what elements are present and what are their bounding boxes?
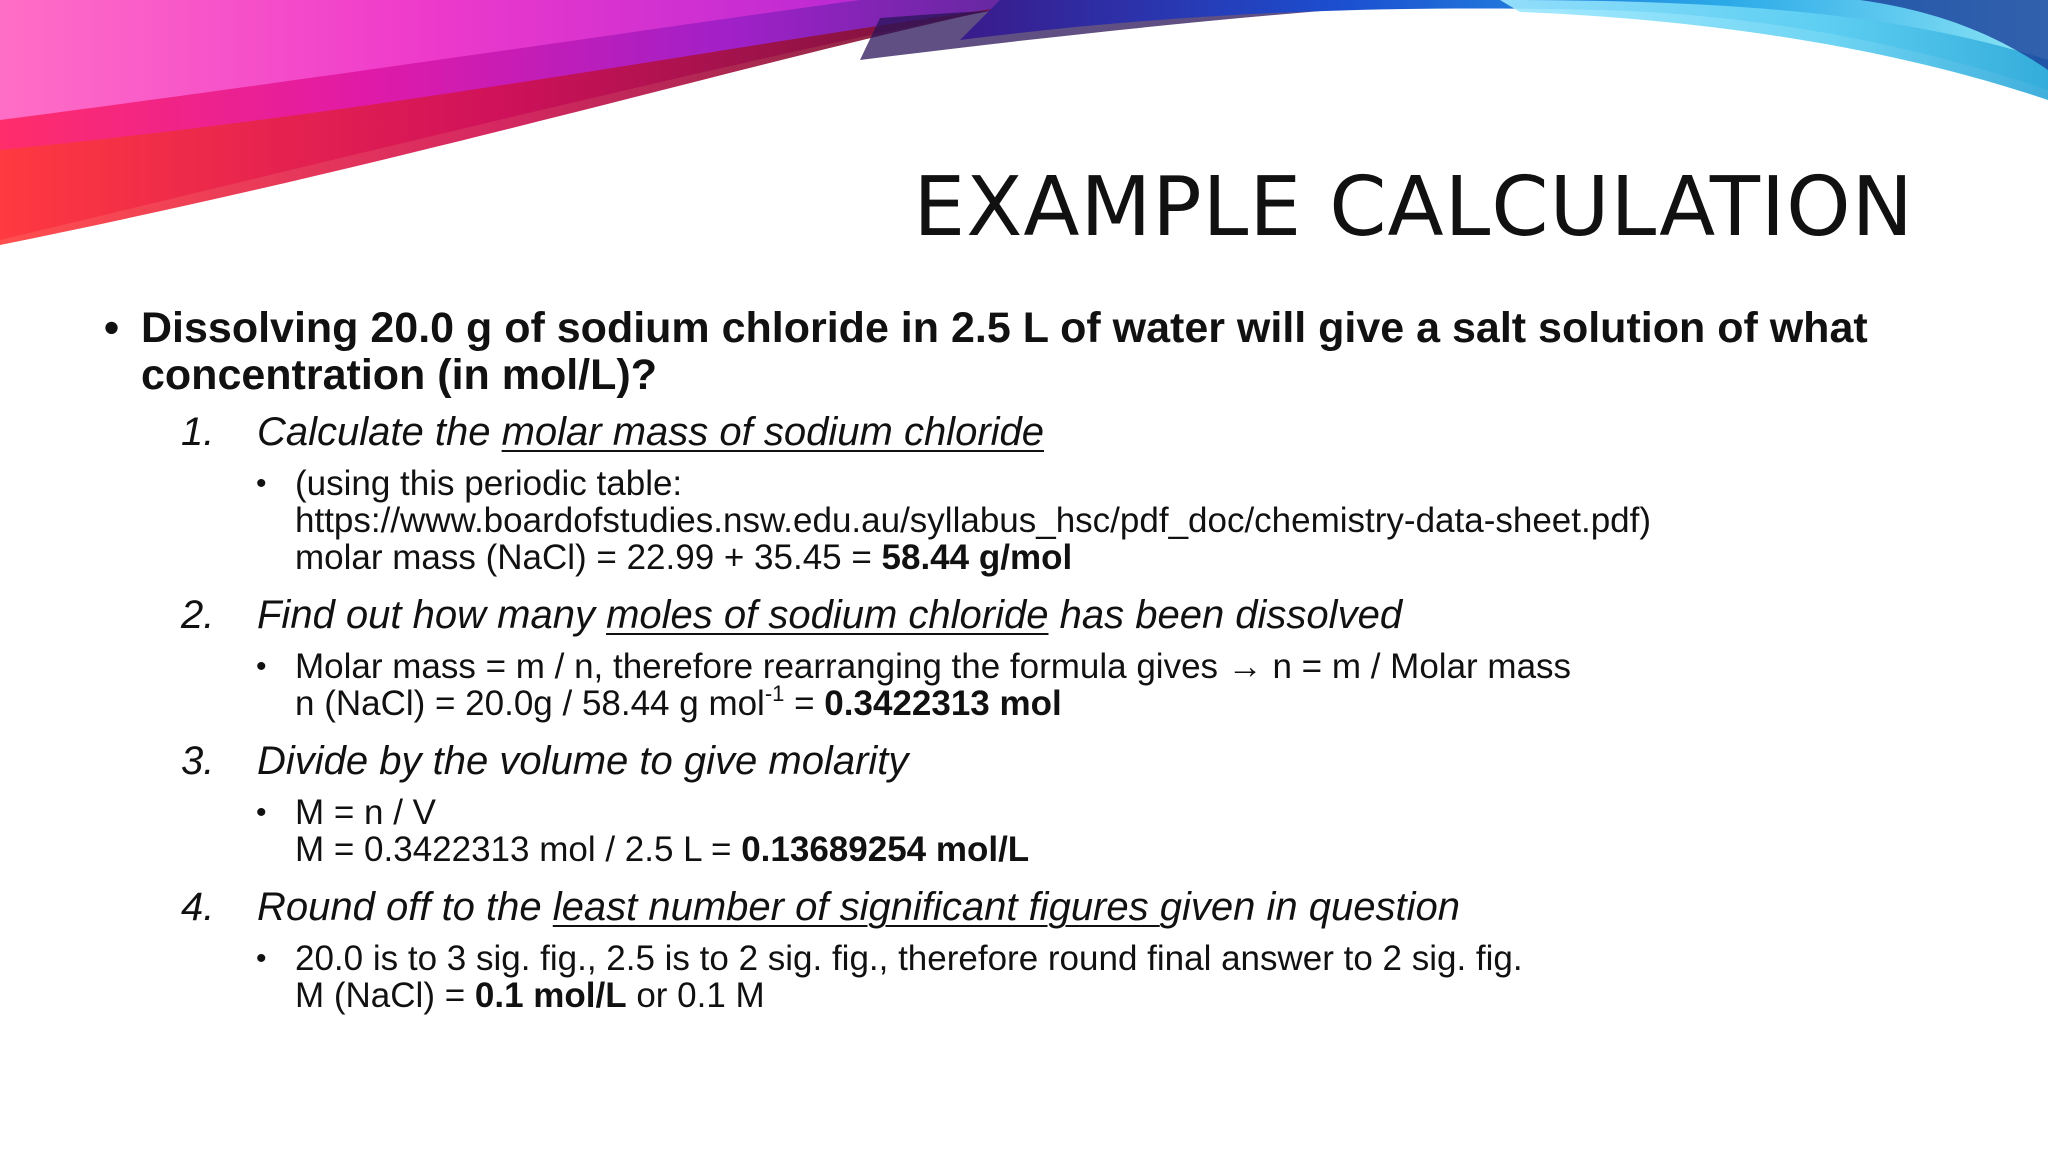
step-text: Round off to the xyxy=(257,885,553,929)
step-text-underlined: least number of significant figures xyxy=(552,885,1160,929)
step-text: Divide by the volume to give molarity xyxy=(257,739,909,783)
detail-line xyxy=(295,648,1984,685)
step-detail xyxy=(104,648,1984,722)
step-detail xyxy=(104,940,1984,1014)
detail-result: 0.3422313 mol xyxy=(824,684,1062,723)
step-heading xyxy=(104,588,1984,642)
step-text-underlined: moles of sodium chloride xyxy=(606,593,1049,637)
detail-result: 0.1 mol/L xyxy=(474,976,627,1015)
detail-text: or 0.1 M xyxy=(626,976,765,1015)
step-detail xyxy=(104,465,1984,576)
detail-text: n (NaCl) = 20.0g / 58.44 g mol xyxy=(295,684,765,723)
step-text: Find out how many xyxy=(257,593,607,637)
step-number: 2. xyxy=(181,593,215,637)
bullet-dot: • xyxy=(256,650,267,683)
step-heading xyxy=(104,405,1984,459)
detail-result: 0.13689254 mol/L xyxy=(741,830,1030,869)
detail-text: M (NaCl) = xyxy=(295,976,475,1015)
bullet-dot: • xyxy=(256,796,267,829)
step-detail xyxy=(104,794,1984,868)
step-text-underlined: molar mass of sodium chloride xyxy=(501,410,1045,454)
step-text-after: has been dissolved xyxy=(1048,593,1403,637)
bullet-dot: • xyxy=(256,467,267,500)
detail-line xyxy=(295,940,1984,977)
step-text: Calculate the xyxy=(257,410,502,454)
question-text: Dissolving 20.0 g of sodium chloride in 2.5 L of water will give a salt solution of what concentration (in mol/L)? xyxy=(141,304,1868,399)
detail-line xyxy=(295,681,1984,723)
detail-text: https://www.boardofstudies.nsw.edu.au/syllabus_hsc/pdf_doc/chemistry-data-sheet.pdf) xyxy=(295,501,1652,540)
step-number: 4. xyxy=(181,885,215,929)
detail-line xyxy=(295,831,1984,868)
step-number: 3. xyxy=(181,739,215,783)
bullet-dot: • xyxy=(104,304,120,352)
detail-result: 58.44 g/mol xyxy=(881,538,1073,577)
slide-content xyxy=(104,305,1984,1026)
step-item xyxy=(104,405,1984,576)
detail-text: M = 0.3422313 mol / 2.5 L = xyxy=(295,830,742,869)
step-heading xyxy=(104,734,1984,788)
detail-line xyxy=(295,794,1984,831)
step-item xyxy=(104,734,1984,868)
detail-line xyxy=(295,465,1984,502)
step-item xyxy=(104,880,1984,1014)
decorative-swoosh-banner xyxy=(0,0,2048,300)
step-number: 1. xyxy=(181,410,215,454)
detail-text: = xyxy=(784,684,825,723)
step-text-after: given in question xyxy=(1159,885,1460,929)
question-bullet xyxy=(104,305,1984,399)
detail-text: M = n / V xyxy=(295,793,437,832)
detail-line xyxy=(295,977,1984,1014)
detail-line xyxy=(295,539,1984,576)
steps-list xyxy=(104,405,1984,1014)
detail-text: (using this periodic table: xyxy=(295,464,683,503)
detail-text: Molar mass = m / n, therefore rearranging the formula gives → n = m / Molar mass xyxy=(295,647,1572,686)
step-item xyxy=(104,588,1984,722)
bullet-dot: • xyxy=(256,942,267,975)
periodic-table-url xyxy=(295,502,1984,539)
step-heading xyxy=(104,880,1984,934)
detail-text: 20.0 is to 3 sig. fig., 2.5 is to 2 sig. fig., therefore round final answer to 2 sig. fig. xyxy=(295,939,1523,978)
superscript: -1 xyxy=(764,681,785,706)
slide-title: EXAMPLE CALCULATION xyxy=(913,160,1914,255)
detail-text: molar mass (NaCl) = 22.99 + 35.45 = xyxy=(295,538,882,577)
